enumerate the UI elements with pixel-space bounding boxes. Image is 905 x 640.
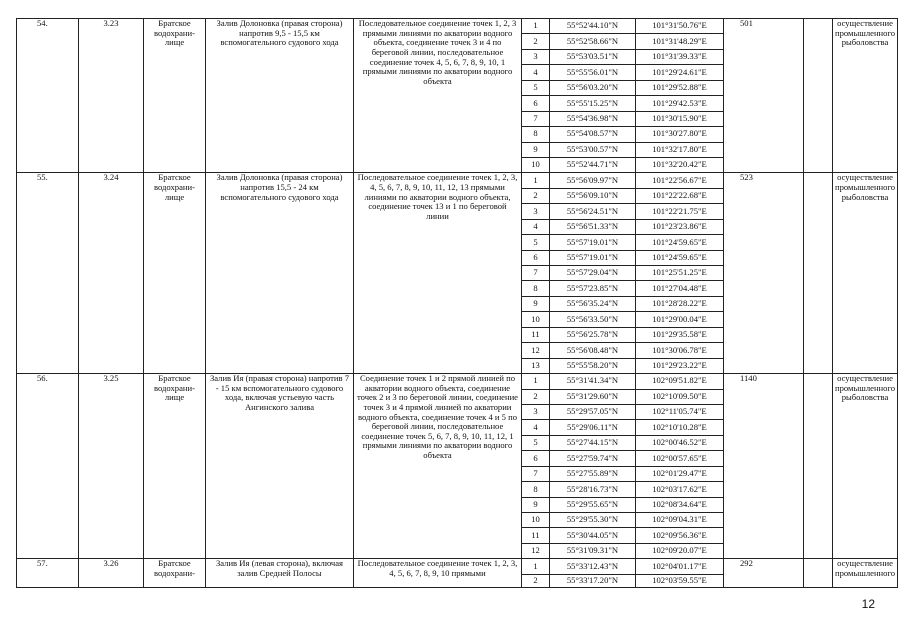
latitude-cell: 55°57'19.01"N: [550, 250, 636, 265]
section-number: 56.: [17, 374, 79, 559]
table-row: [17, 19, 898, 34]
page-number: 12: [861, 597, 875, 611]
longitude-cell: 101°22'22.68"E: [636, 188, 724, 203]
subsection-number: 3.23: [79, 19, 144, 173]
point-number: 12: [522, 543, 550, 558]
empty-cell: [804, 19, 833, 173]
point-number: 4: [522, 219, 550, 234]
longitude-cell: 102°01'29.47"E: [636, 466, 724, 481]
point-number: 2: [522, 574, 550, 587]
latitude-cell: 55°57'23.85"N: [550, 281, 636, 296]
longitude-cell: 101°27'04.48"E: [636, 281, 724, 296]
latitude-cell: 55°53'03.51"N: [550, 49, 636, 64]
longitude-cell: 102°03'59.55"E: [636, 574, 724, 587]
site-location: Залив Ия (левая сторона), включая залив Средней Полосы: [206, 559, 354, 587]
longitude-cell: 102°00'46.52"E: [636, 435, 724, 450]
section-number: 55.: [17, 173, 79, 374]
longitude-cell: 101°29'23.22"E: [636, 358, 724, 373]
point-number: 11: [522, 327, 550, 342]
point-number: 7: [522, 466, 550, 481]
purpose-text: осуществление промышленного: [833, 559, 898, 587]
latitude-cell: 55°57'19.01"N: [550, 235, 636, 250]
latitude-cell: 55°29'55.65"N: [550, 497, 636, 512]
longitude-cell: 102°09'51.82"E: [636, 374, 724, 389]
point-number: 3: [522, 404, 550, 419]
point-number: 2: [522, 34, 550, 49]
latitude-cell: 55°56'08.48"N: [550, 343, 636, 358]
latitude-cell: 55°30'44.05"N: [550, 528, 636, 543]
latitude-cell: 55°52'58.66"N: [550, 34, 636, 49]
latitude-cell: 55°27'55.89"N: [550, 466, 636, 481]
empty-cell: [804, 559, 833, 587]
boundary-description: Последовательное соединение точек 1, 2, 3, 4, 5, 6, 7, 8, 9, 10 прямыми: [354, 559, 522, 587]
latitude-cell: 55°56'35.24"N: [550, 296, 636, 311]
point-number: 4: [522, 65, 550, 80]
longitude-cell: 102°09'56.36"E: [636, 528, 724, 543]
latitude-cell: 55°29'06.11"N: [550, 420, 636, 435]
point-number: 1: [522, 173, 550, 188]
subsection-number: 3.26: [79, 559, 144, 587]
latitude-cell: 55°56'25.78"N: [550, 327, 636, 342]
longitude-cell: 101°31'39.33"E: [636, 49, 724, 64]
boundary-description: Соединение точек 1 и 2 прямой линией по акватории водного объекта, соединение точек 2 и 3 по береговой линии, соединение точек 3 и 4 прямой линией по акватории водного объекта, соединение точек 4 и 5 по береговой линии, последовательное соединение точек 5, 6, 7, 8, 9, 10, 11, 12, 1 прямыми линиями по акватории водного объекта: [354, 374, 522, 559]
reservoir-name: Братское водохрани-: [144, 559, 206, 587]
point-number: 10: [522, 513, 550, 528]
latitude-cell: 55°27'44.15"N: [550, 435, 636, 450]
point-number: 11: [522, 528, 550, 543]
longitude-cell: 101°23'23.86"E: [636, 219, 724, 234]
longitude-cell: 101°29'24.61"E: [636, 65, 724, 80]
latitude-cell: 55°56'03.20"N: [550, 80, 636, 95]
longitude-cell: 102°08'34.64"E: [636, 497, 724, 512]
longitude-cell: 102°09'20.07"E: [636, 543, 724, 558]
latitude-cell: 55°33'12.43"N: [550, 559, 636, 574]
table-row: [17, 559, 898, 574]
longitude-cell: 101°29'42.53"E: [636, 96, 724, 111]
point-number: 3: [522, 49, 550, 64]
point-number: 2: [522, 389, 550, 404]
point-number: 8: [522, 127, 550, 142]
boundary-description: Последовательное соединение точек 1, 2, 3 прямыми линиями по акватории водного объекта, соединение точек 3 и 4 по береговой линии, последовательное соединение точек 4, 5, 6, 7, 8, 9, 10, 1 прямыми линиями по акватории водного объекта: [354, 19, 522, 173]
longitude-cell: 101°28'28.22"E: [636, 296, 724, 311]
latitude-cell: 55°55'58.20"N: [550, 358, 636, 373]
longitude-cell: 101°29'00.04"E: [636, 312, 724, 327]
latitude-cell: 55°54'36.98"N: [550, 111, 636, 126]
site-location: Залив Долоновка (правая сторона) напротив 9,5 - 15,5 км вспомогательного судового хода: [206, 19, 354, 173]
purpose-text: осуществление промышленного рыболовства: [833, 374, 898, 559]
latitude-cell: 55°33'17.20"N: [550, 574, 636, 587]
point-number: 6: [522, 250, 550, 265]
point-number: 7: [522, 266, 550, 281]
longitude-cell: 101°30'15.90"E: [636, 111, 724, 126]
longitude-cell: 101°29'52.88"E: [636, 80, 724, 95]
longitude-cell: 102°10'09.50"E: [636, 389, 724, 404]
longitude-cell: 101°32'17.80"E: [636, 142, 724, 157]
subsection-number: 3.24: [79, 173, 144, 374]
longitude-cell: 101°30'06.78"E: [636, 343, 724, 358]
latitude-cell: 55°56'33.50"N: [550, 312, 636, 327]
reservoir-name: Братское водохрани-лище: [144, 173, 206, 374]
area-value: 523: [724, 173, 804, 374]
reservoir-name: Братское водохрани-лище: [144, 374, 206, 559]
latitude-cell: 55°53'00.57"N: [550, 142, 636, 157]
latitude-cell: 55°56'09.97"N: [550, 173, 636, 188]
point-number: 1: [522, 374, 550, 389]
point-number: 1: [522, 559, 550, 574]
point-number: 5: [522, 235, 550, 250]
point-number: 1: [522, 19, 550, 34]
latitude-cell: 55°54'08.57"N: [550, 127, 636, 142]
point-number: 10: [522, 312, 550, 327]
latitude-cell: 55°55'15.25"N: [550, 96, 636, 111]
longitude-cell: 101°24'59.65"E: [636, 235, 724, 250]
longitude-cell: 102°11'05.74"E: [636, 404, 724, 419]
purpose-text: осуществление промышленного рыболовства: [833, 173, 898, 374]
latitude-cell: 55°56'51.33"N: [550, 219, 636, 234]
latitude-cell: 55°52'44.71"N: [550, 157, 636, 172]
latitude-cell: 55°29'55.30"N: [550, 513, 636, 528]
site-location: Залив Долоновка (правая сторона) напротив 15,5 - 24 км вспомогательного судового хода: [206, 173, 354, 374]
longitude-cell: 101°22'56.67"E: [636, 173, 724, 188]
longitude-cell: 101°31'48.29"E: [636, 34, 724, 49]
area-value: 292: [724, 559, 804, 587]
point-number: 5: [522, 435, 550, 450]
registry-table: [16, 18, 898, 588]
table-row: [17, 374, 898, 389]
latitude-cell: 55°29'57.05"N: [550, 404, 636, 419]
longitude-cell: 101°32'20.42"E: [636, 157, 724, 172]
latitude-cell: 55°57'29.04"N: [550, 266, 636, 281]
point-number: 5: [522, 80, 550, 95]
subsection-number: 3.25: [79, 374, 144, 559]
longitude-cell: 101°22'21.75"E: [636, 204, 724, 219]
point-number: 2: [522, 188, 550, 203]
section-number: 57.: [17, 559, 79, 587]
point-number: 9: [522, 497, 550, 512]
longitude-cell: 102°09'04.31"E: [636, 513, 724, 528]
purpose-text: осуществление промышленного рыболовства: [833, 19, 898, 173]
empty-cell: [804, 173, 833, 374]
point-number: 6: [522, 451, 550, 466]
empty-cell: [804, 374, 833, 559]
latitude-cell: 55°52'44.10"N: [550, 19, 636, 34]
point-number: 8: [522, 482, 550, 497]
area-value: 501: [724, 19, 804, 173]
longitude-cell: 101°31'50.76"E: [636, 19, 724, 34]
site-location: Залив Ия (правая сторона) напротив 7 - 15 км вспомогательного судового хода, включая устьевую часть Ангинского залива: [206, 374, 354, 559]
reservoir-name: Братское водохрани-лище: [144, 19, 206, 173]
area-value: 1140: [724, 374, 804, 559]
point-number: 6: [522, 96, 550, 111]
longitude-cell: 102°00'57.65"E: [636, 451, 724, 466]
longitude-cell: 102°04'01.17"E: [636, 559, 724, 574]
latitude-cell: 55°55'56.01"N: [550, 65, 636, 80]
latitude-cell: 55°56'09.10"N: [550, 188, 636, 203]
longitude-cell: 101°30'27.80"E: [636, 127, 724, 142]
latitude-cell: 55°31'41.34"N: [550, 374, 636, 389]
latitude-cell: 55°28'16.73"N: [550, 482, 636, 497]
point-number: 8: [522, 281, 550, 296]
point-number: 7: [522, 111, 550, 126]
point-number: 9: [522, 296, 550, 311]
point-number: 12: [522, 343, 550, 358]
table-row: [17, 173, 898, 188]
longitude-cell: 101°25'51.25"E: [636, 266, 724, 281]
latitude-cell: 55°31'09.31"N: [550, 543, 636, 558]
latitude-cell: 55°27'59.74"N: [550, 451, 636, 466]
latitude-cell: 55°56'24.51"N: [550, 204, 636, 219]
longitude-cell: 101°29'35.58"E: [636, 327, 724, 342]
latitude-cell: 55°31'29.60"N: [550, 389, 636, 404]
point-number: 10: [522, 157, 550, 172]
longitude-cell: 102°03'17.62"E: [636, 482, 724, 497]
point-number: 4: [522, 420, 550, 435]
point-number: 3: [522, 204, 550, 219]
boundary-description: Последовательное соединение точек 1, 2, 3, 4, 5, 6, 7, 8, 9, 10, 11, 12, 13 прямыми линиями по акватории водного объекта, соединение точек 13 и 1 по береговой линии: [354, 173, 522, 374]
point-number: 13: [522, 358, 550, 373]
point-number: 9: [522, 142, 550, 157]
section-number: 54.: [17, 19, 79, 173]
longitude-cell: 101°24'59.65"E: [636, 250, 724, 265]
longitude-cell: 102°10'10.28"E: [636, 420, 724, 435]
